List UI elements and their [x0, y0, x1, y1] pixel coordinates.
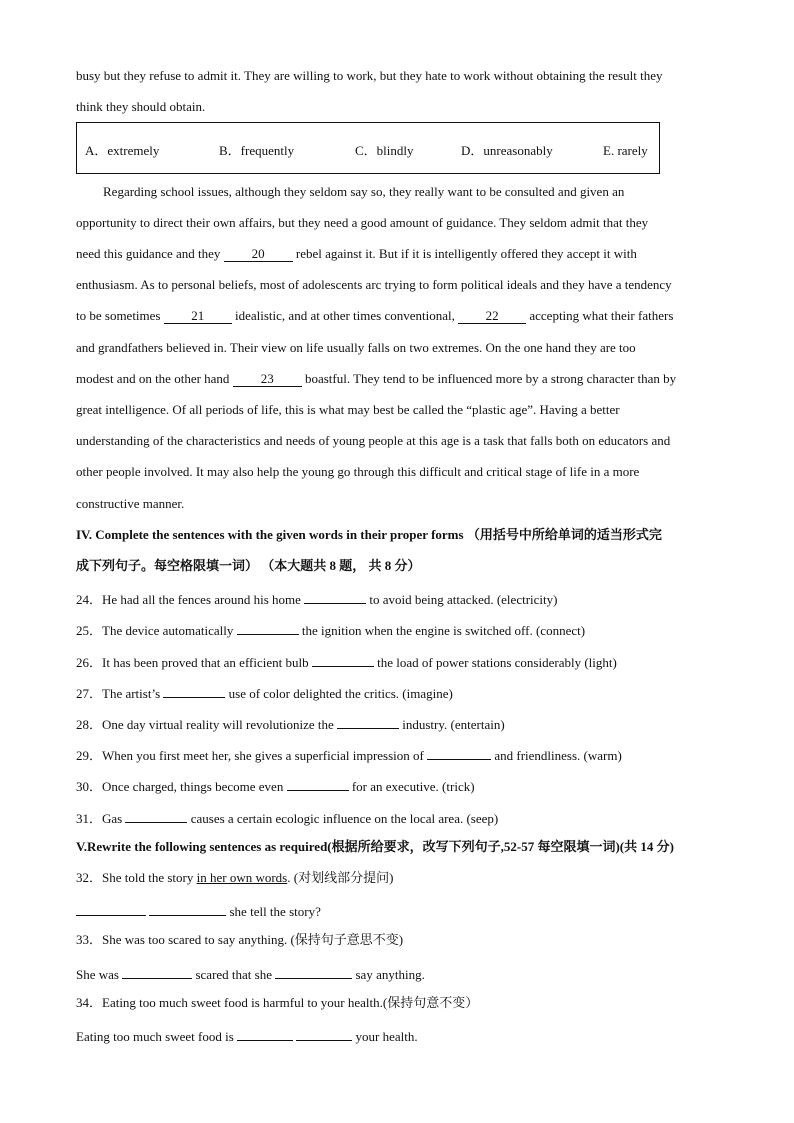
option-b: B．frequently: [219, 143, 295, 158]
option-c: C．blindly: [355, 143, 414, 158]
passage-line: [76, 308, 673, 324]
question-32: [76, 870, 393, 886]
text: your health.: [352, 1029, 418, 1044]
text: 25．The device automatically: [76, 623, 237, 638]
question-24: [76, 589, 557, 608]
blank-23[interactable]: 23: [233, 371, 302, 387]
question-27: [76, 683, 453, 702]
text: and friendliness. (warm): [491, 748, 622, 763]
passage-line: opportunity to direct their own affairs, but they need a good amount of guidance. They seldom admit that they: [76, 215, 649, 230]
question-31: [76, 808, 498, 827]
passage-line: other people involved. It may also help the young go through this difficult and critical stage of life in a more: [76, 464, 640, 479]
passage-line: think they should obtain.: [76, 99, 206, 114]
answer-blank[interactable]: [427, 745, 491, 760]
answer-34: [76, 1026, 418, 1045]
answer-blank[interactable]: [312, 652, 374, 667]
passage-line: enthusiasm. As to personal beliefs, most of adolescents arc trying to form political ideals and they have a tendency: [76, 277, 672, 292]
answer-blank[interactable]: [163, 683, 225, 698]
text: to avoid being attacked. (electricity): [366, 592, 558, 607]
text: she tell the story?: [226, 904, 321, 919]
text: rebel against it. But if it is intelligently offered they accept it with: [292, 246, 637, 261]
section-heading: 成下列句子。每空格限填一词） （本大题共 8 题， 共 8 分）: [76, 558, 421, 573]
question-34: 34．Eating too much sweet food is harmful to your health.(保持句意不变）: [76, 995, 479, 1010]
answer-blank[interactable]: [296, 1026, 352, 1041]
answer-blank[interactable]: [337, 714, 399, 729]
answer-blank[interactable]: [149, 901, 226, 916]
text: causes a certain ecologic influence on the local area. (seep): [187, 811, 499, 826]
passage-line: great intelligence. Of all periods of life, this is what may best be called the “plastic age”. Having a better: [76, 402, 620, 417]
passage-line: constructive manner.: [76, 496, 185, 511]
text: 31．Gas: [76, 811, 126, 826]
answer-32: [76, 901, 321, 920]
text: 29．When you first meet her, she gives a superficial impression of: [76, 748, 428, 763]
text: She was: [76, 967, 123, 982]
passage-line: busy but they refuse to admit it. They are willing to work, but they hate to work without obtaining the result they: [76, 68, 663, 83]
text: modest and on the other hand: [76, 371, 233, 386]
option-a: A．extremely: [85, 143, 160, 158]
text: 30．Once charged, things become even: [76, 779, 287, 794]
blank-21[interactable]: 21: [164, 308, 232, 324]
text: 24．He had all the fences around his home: [76, 592, 305, 607]
option-e: E. rarely: [603, 143, 648, 158]
blank-20[interactable]: 20: [224, 246, 293, 262]
answer-blank[interactable]: [125, 808, 187, 823]
question-29: [76, 745, 622, 764]
text: the ignition when the engine is switched off. (connect): [298, 623, 586, 638]
answer-blank[interactable]: [275, 964, 352, 979]
text: need this guidance and they: [76, 246, 224, 261]
text: use of color delighted the critics. (imagine): [225, 686, 453, 701]
text: the load of power stations considerably (light): [373, 655, 617, 670]
text: Eating too much sweet food is: [76, 1029, 238, 1044]
answer-blank[interactable]: [76, 901, 146, 916]
answer-blank[interactable]: [122, 964, 192, 979]
answer-blank[interactable]: [237, 1026, 293, 1041]
passage-line: Regarding school issues, although they seldom say so, they really want to be consulted and given an: [103, 184, 625, 199]
text: scared that she: [192, 967, 276, 982]
text: 26．It has been proved that an efficient bulb: [76, 655, 312, 670]
text: . (对划线部分提问): [287, 870, 394, 885]
section-heading: IV. Complete the sentences with the given words in their proper forms （用括号中所给单词的适当形式完: [76, 527, 662, 542]
text: 27．The artist’s: [76, 686, 164, 701]
text: 32．She told the story: [76, 870, 197, 885]
answer-blank[interactable]: [237, 620, 299, 635]
text: for an executive. (trick): [348, 779, 475, 794]
text: accepting what their fathers: [526, 308, 674, 323]
question-28: [76, 714, 505, 733]
text: boastful. They tend to be influenced more by a strong character than by: [301, 371, 677, 386]
option-d: D．unreasonably: [461, 143, 553, 158]
question-30: [76, 776, 475, 795]
question-25: [76, 620, 585, 639]
text: industry. (entertain): [399, 717, 505, 732]
text: to be sometimes: [76, 308, 164, 323]
blank-22[interactable]: 22: [458, 308, 526, 324]
question-26: [76, 652, 617, 671]
question-33: 33．She was too scared to say anything. (保持句子意思不变): [76, 932, 404, 947]
answer-blank[interactable]: [287, 776, 349, 791]
passage-line: and grandfathers believed in. Their view on life usually falls on two extremes. On the one hand they are too: [76, 340, 636, 355]
passage-line: [76, 246, 637, 262]
passage-line: understanding of the characteristics and needs of young people at this age is a task that falls both on educators and: [76, 433, 671, 448]
text: idealistic, and at other times conventional,: [231, 308, 459, 323]
passage-line: [76, 371, 676, 387]
answer-blank[interactable]: [304, 589, 366, 604]
underlined-phrase: in her own words: [196, 870, 288, 885]
options-box: [76, 122, 660, 174]
text: say anything.: [352, 967, 425, 982]
answer-33: [76, 964, 425, 983]
text: 28．One day virtual reality will revolutionize the: [76, 717, 338, 732]
section-heading: V.Rewrite the following sentences as required(根据所给要求，改写下列句子,52-57 每空限填一词)(共 14 分): [76, 839, 674, 854]
